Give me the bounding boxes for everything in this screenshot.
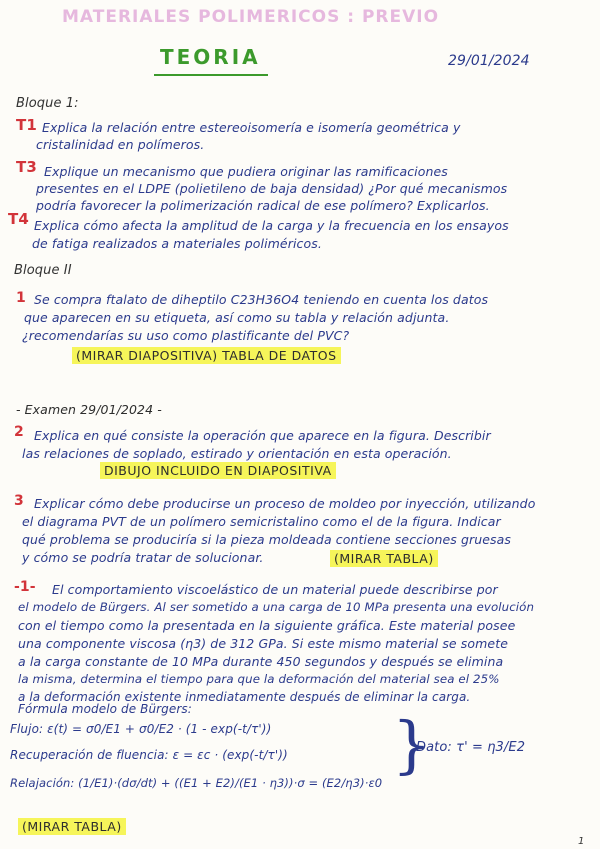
formula-highlight-note: (MIRAR TABLA)	[18, 818, 126, 835]
q3-line-2: el diagrama PVT de un polímero semicristalino como el de la figura. Indicar	[22, 514, 501, 529]
q2-highlight-note: DIBUJO INCLUIDO EN DIAPOSITIVA	[100, 462, 336, 479]
page-number: 1	[578, 836, 585, 847]
q3-line-3: qué problema se produciría si la pieza moldeada contiene secciones gruesas	[22, 532, 512, 547]
formula-recuperacion: Recuperación de fluencia: ε = εc · (exp(-t/τ'))	[10, 748, 288, 762]
q4-line-7: a la deformación existente inmediatamente después de eliminar la carga.	[18, 690, 471, 704]
q3-highlight-note: (MIRAR TABLA)	[330, 550, 438, 567]
curly-brace: }	[392, 708, 432, 781]
bloque2-title: Bloque II	[14, 263, 72, 278]
q4-line-3: con el tiempo como la presentada en la siguiente gráfica. Este material posee	[18, 618, 516, 633]
q4-line-6: la misma, determina el tiempo para que la deformación del material sea el 25%	[18, 672, 500, 686]
page-date: 29/01/2024	[448, 53, 530, 69]
q2-line-1: Explica en qué consiste la operación que aparece en la figura. Describir	[34, 428, 491, 443]
t4-tag: T4	[8, 210, 29, 228]
q2-line-2: las relaciones de soplado, estirado y orientación en esta operación.	[22, 446, 452, 461]
exam-label: - Examen 29/01/2024 -	[16, 402, 162, 417]
t4-line-1: Explica cómo afecta la amplitud de la carga y la frecuencia en los ensayos	[34, 218, 509, 233]
q3-number: 3	[14, 493, 24, 509]
t3-tag: T3	[16, 158, 37, 176]
formula-dato: Dato: τ' = η3/E2	[416, 740, 526, 755]
q1-line-3: ¿recomendarías su uso como plastificante del PVC?	[22, 328, 350, 343]
q4-line-5: a la carga constante de 10 MPa durante 450 segundos y después se elimina	[18, 654, 504, 669]
formula-relajacion: Relajación: (1/E1)·(dσ/dt) + ((E1 + E2)/(E1 · η3))·σ = (E2/η3)·ε0	[10, 776, 383, 790]
q1-line-1: Se compra ftalato de diheptilo C23H36O4 teniendo en cuenta los datos	[34, 292, 489, 307]
q1-line-2: que aparecen en su etiqueta, así como su tabla y relación adjunta.	[24, 310, 450, 325]
q3-line-1: Explicar cómo debe producirse un proceso de moldeo por inyección, utilizando	[34, 496, 536, 511]
q4-line-1: El comportamiento viscoelástico de un material puede describirse por	[52, 582, 498, 597]
q4-number: -1-	[14, 579, 36, 595]
formula-title: Fórmula modelo de Bürgers:	[18, 702, 192, 716]
q4-line-4: una componente viscosa (η3) de 312 GPa. Si este mismo material se somete	[18, 636, 509, 651]
section-title-underline	[154, 74, 268, 76]
q4-line-2: el modelo de Bürgers. Al ser sometido a una carga de 10 MPa presenta una evolución	[18, 600, 535, 614]
t4-line-2: de fatiga realizados a materiales poliméricos.	[32, 236, 322, 251]
q3-line-4: y cómo se podría tratar de solucionar.	[22, 550, 264, 565]
q2-number: 2	[14, 424, 24, 440]
formula-flujo: Flujo: ε(t) = σ0/E1 + σ0/E2 · (1 - exp(-t/τ'))	[10, 722, 272, 736]
bloque1-title: Bloque 1:	[16, 96, 79, 111]
t1-tag: T1	[16, 116, 37, 134]
t1-line-1: Explica la relación entre estereoisomería e isomería geométrica y	[42, 120, 461, 135]
section-title: TEORIA	[160, 45, 261, 69]
t3-line-2: presentes en el LDPE (polietileno de baja densidad) ¿Por qué mecanismos	[36, 181, 508, 196]
t3-line-3: podría favorecer la polimerización radical de ese polímero? Explicarlos.	[36, 198, 490, 213]
q1-highlight-note: (MIRAR DIAPOSITIVA) TABLA DE DATOS	[72, 347, 341, 364]
q1-number: 1	[16, 290, 26, 306]
subject-title: MATERIALES POLIMERICOS : PREVIO	[62, 7, 440, 27]
t3-line-1: Explique un mecanismo que pudiera originar las ramificaciones	[44, 164, 448, 179]
t1-line-2: cristalinidad en polímeros.	[36, 137, 205, 152]
